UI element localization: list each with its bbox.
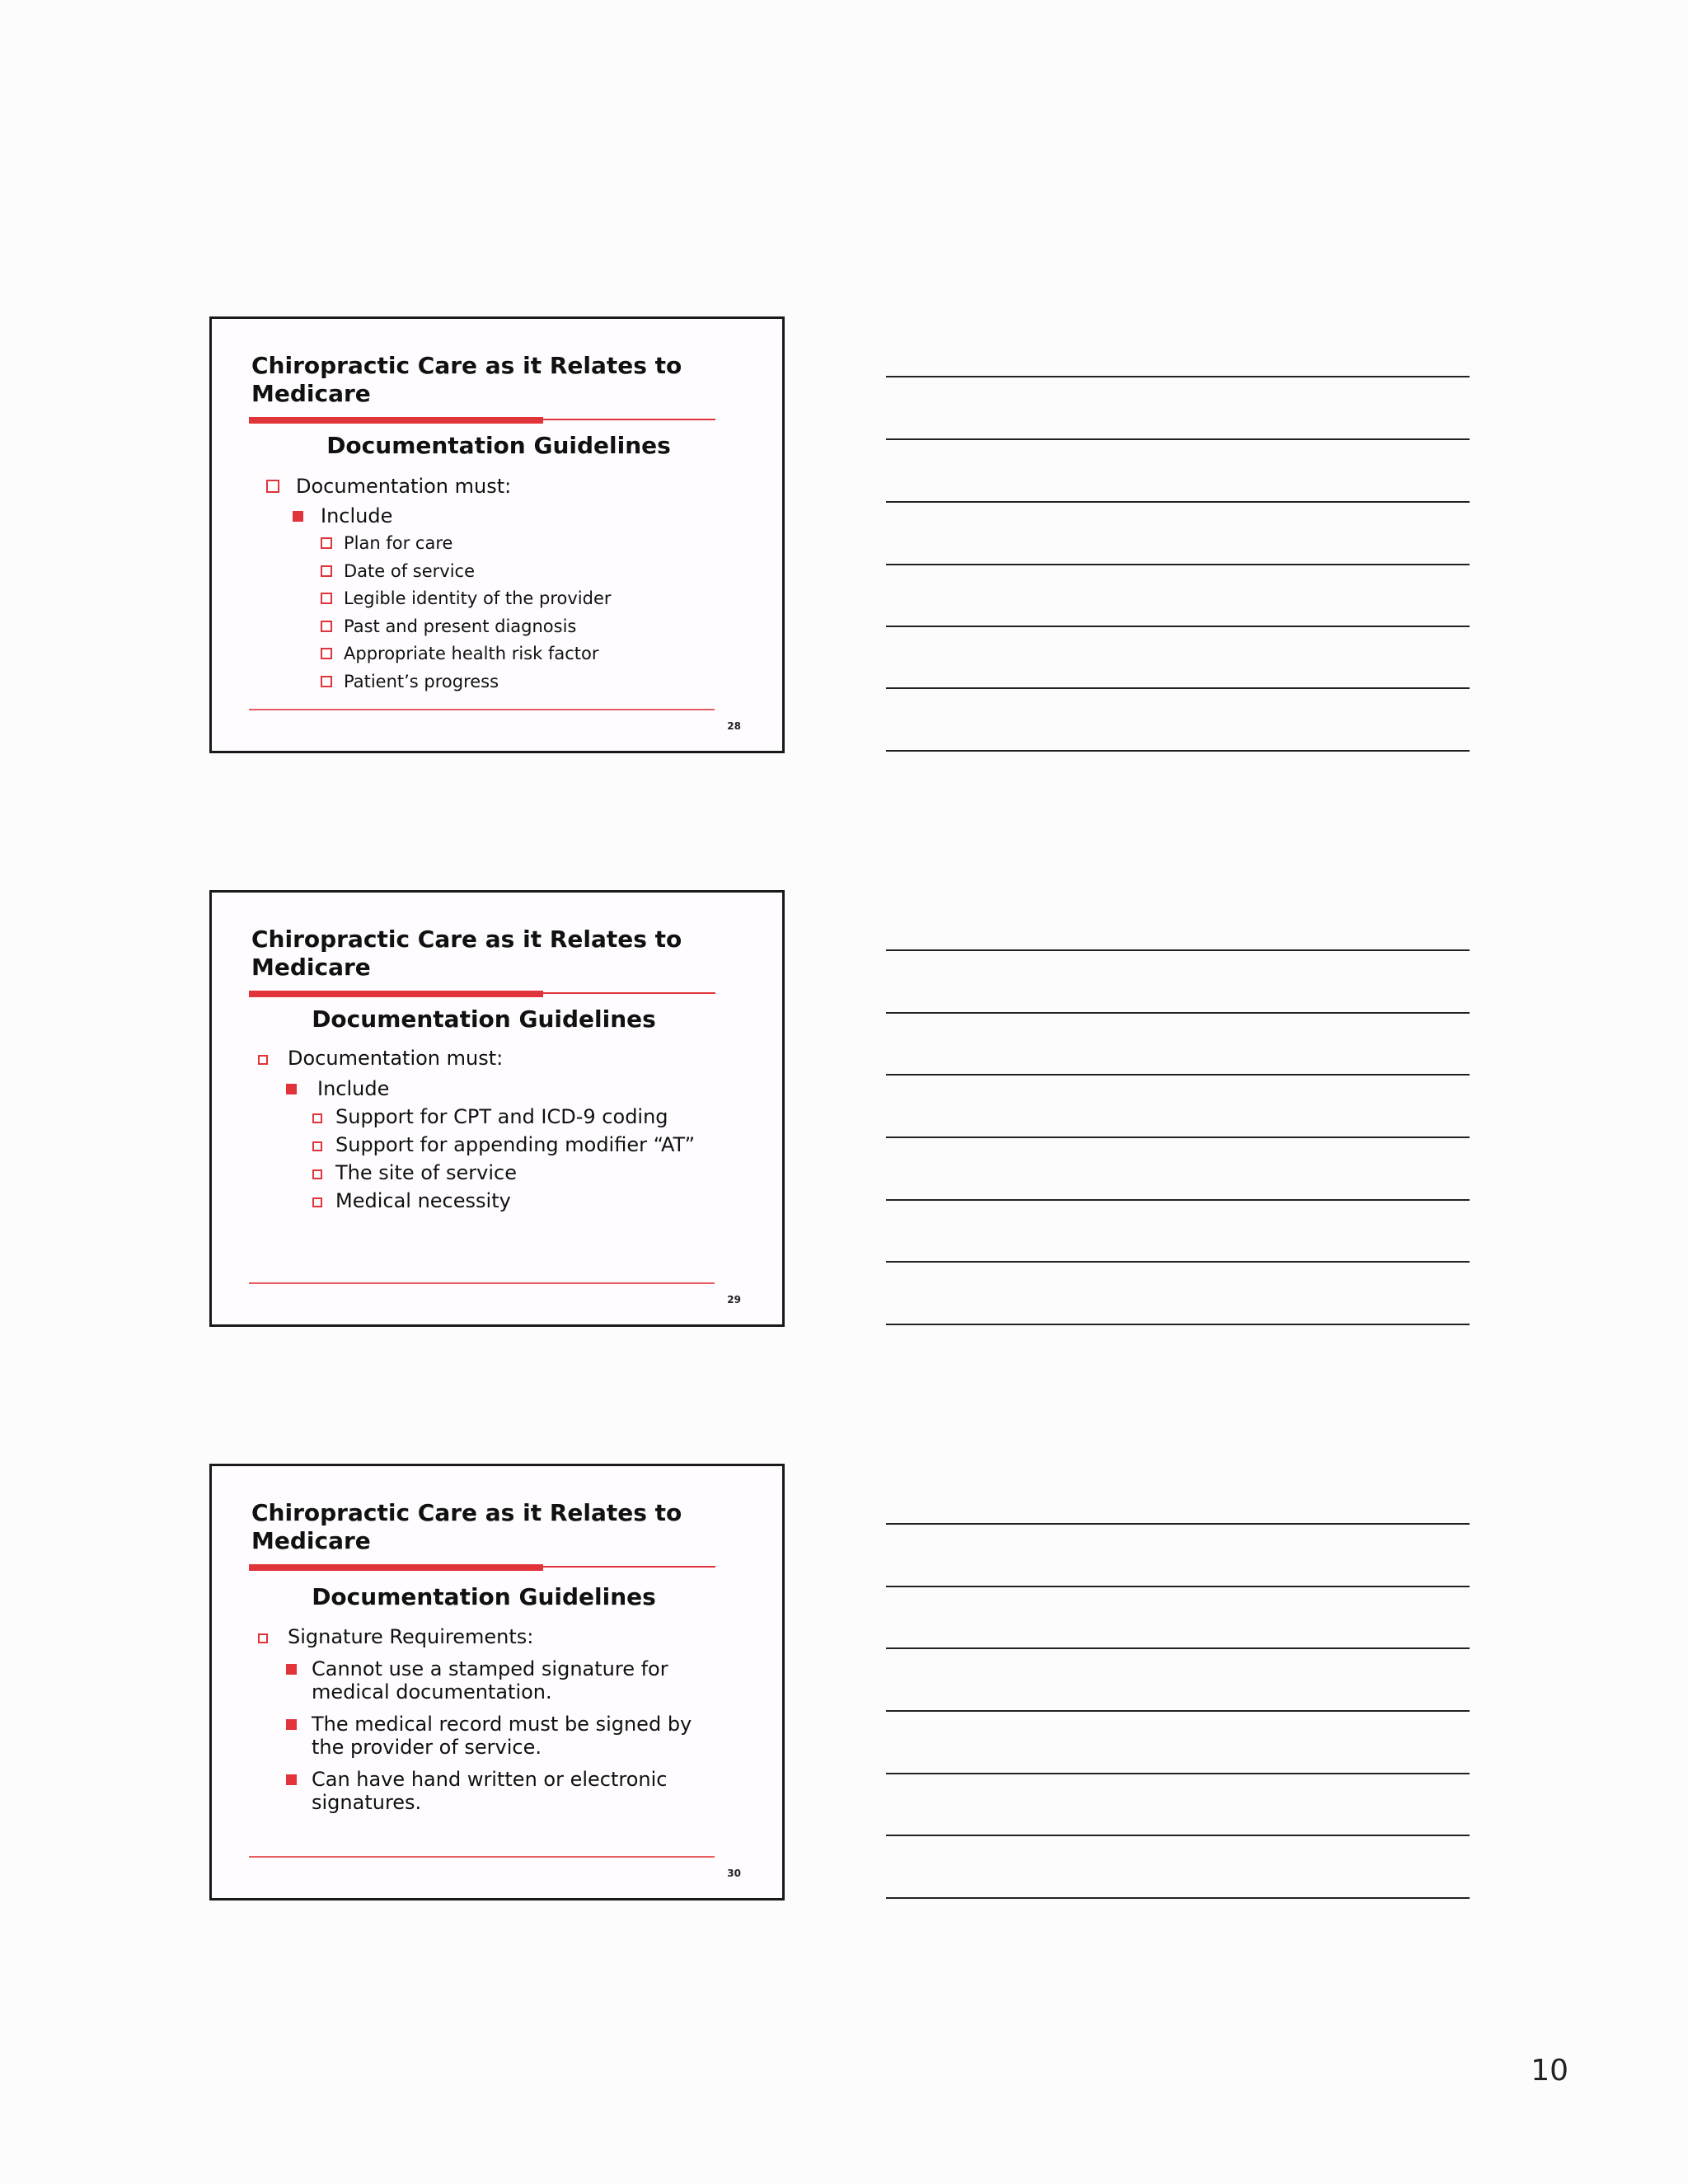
bullet-text: Documentation must: (288, 1047, 504, 1070)
note-line (886, 1835, 1470, 1836)
notes-lines-1 (886, 376, 1470, 788)
solid-square-bullet-icon (286, 1719, 297, 1730)
bullet-text: Patient’s progress (344, 671, 499, 691)
title-underline-thick (249, 991, 543, 997)
note-line (886, 1647, 1470, 1649)
note-line (886, 949, 1470, 951)
bullet-level1 (266, 474, 766, 499)
list-item (321, 587, 766, 610)
slide-title: Chiropractic Care as it Relates to Medicare (251, 926, 682, 981)
notes-lines-3 (886, 1523, 1470, 1935)
bullet-level1 (258, 1046, 766, 1071)
bullet-text: Plan for care (344, 533, 453, 553)
solid-square-bullet-icon (286, 1664, 297, 1675)
slide-subtitle: Documentation Guidelines (326, 432, 671, 459)
hollow-square-bullet-icon (258, 1633, 268, 1643)
slide-content (258, 1624, 733, 1823)
hollow-square-bullet-icon (321, 593, 332, 604)
title-underline-thick (249, 417, 543, 424)
hollow-square-bullet-icon (258, 1055, 268, 1065)
slide-29 (209, 890, 785, 1327)
bullet-text: Documentation must: (296, 475, 512, 498)
hollow-square-bullet-icon (312, 1197, 322, 1207)
title-underline-thin (543, 419, 715, 420)
footer-rule (249, 709, 715, 710)
title-underline-thin (543, 992, 715, 994)
bullet-list-level2 (258, 1657, 733, 1814)
slide-content (266, 474, 766, 697)
note-line (886, 1074, 1470, 1076)
note-line (886, 438, 1470, 440)
list-item (286, 1768, 733, 1814)
slide-number: 30 (727, 1868, 741, 1879)
slide-28 (209, 316, 785, 753)
bullet-level2 (286, 1076, 766, 1101)
page-number: 10 (1531, 2054, 1568, 2088)
bullet-list-level3 (266, 532, 766, 693)
list-item (321, 670, 766, 693)
note-line (886, 1261, 1470, 1263)
hollow-square-bullet-icon (321, 676, 332, 687)
hollow-square-bullet-icon (266, 480, 279, 493)
hollow-square-bullet-icon (321, 565, 332, 577)
hollow-square-bullet-icon (321, 537, 332, 549)
note-line (886, 1012, 1470, 1014)
slide-subtitle: Documentation Guidelines (312, 1005, 656, 1033)
list-item (312, 1104, 766, 1129)
list-item (286, 1657, 733, 1704)
note-line (886, 501, 1470, 503)
slide-subtitle: Documentation Guidelines (312, 1583, 656, 1610)
bullet-text: Appropriate health risk factor (344, 644, 599, 663)
footer-rule (249, 1282, 715, 1284)
list-item (321, 615, 766, 638)
note-line (886, 376, 1470, 377)
bullet-level1 (258, 1624, 733, 1649)
list-item (321, 642, 766, 665)
slide-number: 29 (727, 1294, 741, 1305)
hollow-square-bullet-icon (312, 1141, 322, 1151)
title-underline-thin (543, 1566, 715, 1568)
list-item (321, 532, 766, 555)
bullet-text: Past and present diagnosis (344, 616, 577, 636)
bullet-text: Legible identity of the provider (344, 588, 612, 608)
hollow-square-bullet-icon (312, 1169, 322, 1179)
note-line (886, 1897, 1470, 1899)
note-line (886, 1523, 1470, 1525)
solid-square-bullet-icon (286, 1084, 297, 1094)
bullet-text: Include (321, 504, 393, 527)
note-line (886, 1710, 1470, 1712)
bullet-text: Date of service (344, 560, 476, 581)
list-item (321, 560, 766, 583)
hollow-square-bullet-icon (321, 648, 332, 659)
slide-number: 28 (727, 720, 741, 732)
slide-title: Chiropractic Care as it Relates to Medicare (251, 1499, 682, 1554)
bullet-level2 (293, 504, 766, 528)
bullet-text: Cannot use a stamped signature for medical documentation. (312, 1657, 668, 1704)
hollow-square-bullet-icon (321, 621, 332, 632)
bullet-text: Can have hand written or electronic signatures. (312, 1768, 668, 1814)
footer-rule (249, 1856, 715, 1858)
solid-square-bullet-icon (286, 1774, 297, 1785)
solid-square-bullet-icon (293, 511, 303, 522)
bullet-text: The medical record must be signed by the provider of service. (312, 1713, 692, 1759)
bullet-text: Support for CPT and ICD-9 coding (335, 1105, 668, 1128)
note-line (886, 626, 1470, 627)
note-line (886, 750, 1470, 752)
note-line (886, 1199, 1470, 1201)
hollow-square-bullet-icon (312, 1113, 322, 1123)
bullet-list-level3 (258, 1104, 766, 1213)
note-line (886, 1137, 1470, 1138)
list-item (312, 1132, 766, 1157)
slide-content (258, 1046, 766, 1216)
list-item (286, 1713, 733, 1759)
bullet-text: Support for appending modifier “AT” (335, 1133, 696, 1156)
note-line (886, 1586, 1470, 1587)
slide-title: Chiropractic Care as it Relates to Medicare (251, 352, 682, 407)
notes-lines-2 (886, 949, 1470, 1361)
note-line (886, 687, 1470, 689)
list-item (312, 1188, 766, 1213)
bullet-text: The site of service (335, 1161, 517, 1184)
note-line (886, 564, 1470, 565)
bullet-text: Medical necessity (335, 1189, 511, 1212)
bullet-text: Signature Requirements: (288, 1625, 534, 1648)
list-item (312, 1160, 766, 1185)
bullet-text: Include (317, 1077, 390, 1100)
slide-30 (209, 1464, 785, 1900)
title-underline-thick (249, 1564, 543, 1571)
note-line (886, 1773, 1470, 1774)
note-line (886, 1324, 1470, 1325)
